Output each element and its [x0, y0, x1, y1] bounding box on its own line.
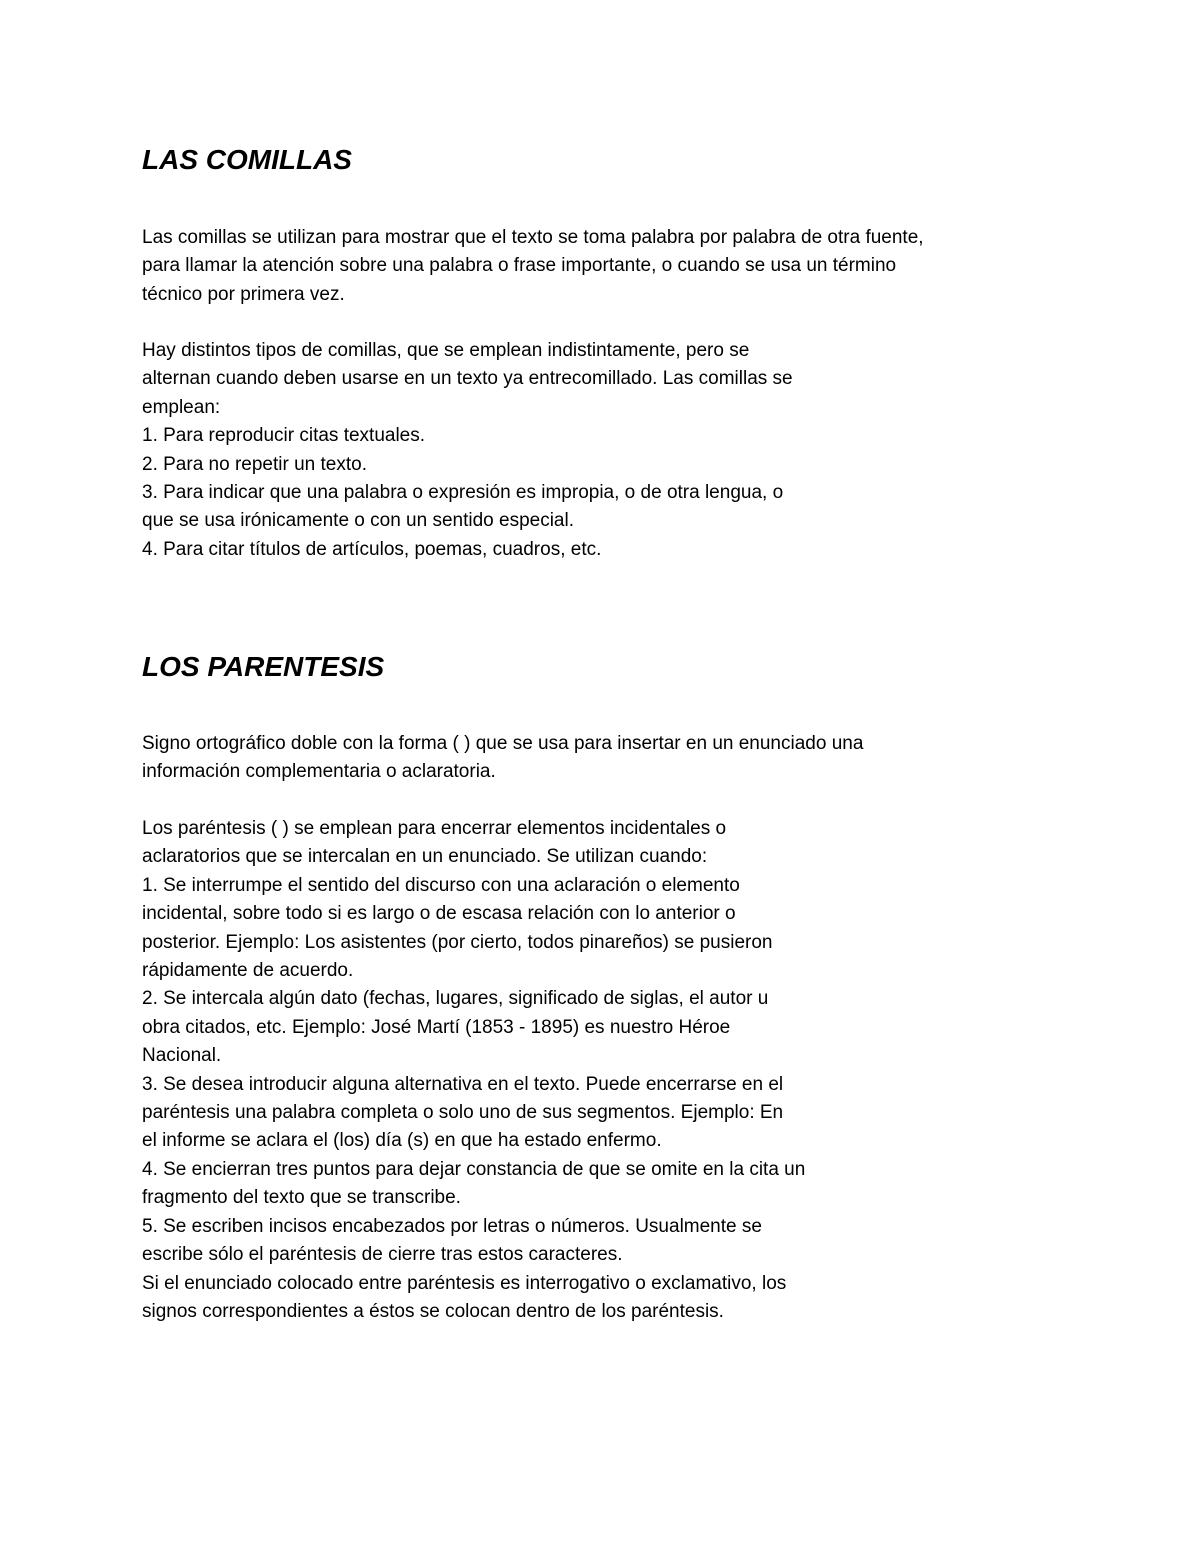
comillas-paragraph-uses — [142, 337, 793, 564]
text-line: Nacional. — [142, 1045, 222, 1067]
text-line: alternan cuando deben usarse en un texto ya entrecomillado. Las comillas se — [142, 368, 793, 390]
text-line: que se usa irónicamente o con un sentido especial. — [142, 510, 574, 532]
text-line: fragmento del texto que se transcribe. — [142, 1187, 461, 1209]
text-line: aclaratorios que se intercalan en un enunciado. Se utilizan cuando: — [142, 846, 708, 868]
text-line: rápidamente de acuerdo. — [142, 960, 354, 982]
text-line: signos correspondientes a éstos se colocan dentro de los paréntesis. — [142, 1300, 724, 1322]
text-line: Si el enunciado colocado entre paréntesis es interrogativo o exclamativo, los — [142, 1272, 787, 1294]
text-line: emplean: — [142, 396, 221, 418]
parentesis-paragraph-intro — [142, 730, 863, 787]
comillas-paragraph-intro — [142, 224, 924, 309]
text-line: el informe se aclara el (los) día (s) en que ha estado enfermo. — [142, 1130, 662, 1152]
parentesis-paragraph-uses — [142, 815, 805, 1326]
list-item: 3. Se desea introducir alguna alternativa en el texto. Puede encerrarse en el — [142, 1073, 784, 1095]
text-line: escribe sólo el paréntesis de cierre tras estos caracteres. — [142, 1244, 623, 1266]
text-line: Los paréntesis ( ) se emplean para encerrar elementos incidentales o — [142, 818, 727, 839]
list-item: 5. Se escriben incisos encabezados por letras o números. Usualmente se — [142, 1215, 762, 1237]
list-item: 2. Para no repetir un texto. — [142, 453, 367, 475]
list-item: 1. Se interrumpe el sentido del discurso con una aclaración o elemento — [142, 874, 740, 896]
list-item: 4. Se encierran tres puntos para dejar constancia de que se omite en la cita un — [142, 1158, 806, 1180]
text-line: Signo ortográfico doble con la forma ( ) que se usa para insertar en un enunciado una — [142, 733, 864, 754]
text-line: Hay distintos tipos de comillas, que se emplean indistintamente, pero se — [142, 340, 750, 361]
text-line: obra citados, etc. Ejemplo: José Martí (1853 - 1895) es nuestro Héroe — [142, 1016, 731, 1038]
list-item: 2. Se intercala algún dato (fechas, lugares, significado de siglas, el autor u — [142, 988, 769, 1010]
list-item: 1. Para reproducir citas textuales. — [142, 425, 426, 447]
text-line: información complementaria o aclaratoria. — [142, 761, 496, 783]
text-line: posterior. Ejemplo: Los asistentes (por cierto, todos pinareños) se pusieron — [142, 931, 773, 953]
list-item: 4. Para citar títulos de artículos, poemas, cuadros, etc. — [142, 538, 602, 560]
text-line: técnico por primera vez. — [142, 283, 345, 305]
section-title-parentesis: LOS PARENTESIS — [142, 651, 385, 682]
text-line: paréntesis una palabra completa o solo uno de sus segmentos. Ejemplo: En — [142, 1102, 784, 1124]
text-line: Las comillas se utilizan para mostrar que el texto se toma palabra por palabra de otra fuente, — [142, 227, 924, 248]
section-title-comillas: LAS COMILLAS — [142, 144, 352, 175]
text-line: incidental, sobre todo si es largo o de escasa relación con lo anterior o — [142, 903, 736, 925]
list-item: 3. Para indicar que una palabra o expresión es impropia, o de otra lengua, o — [142, 482, 784, 504]
text-line: para llamar la atención sobre una palabra o frase importante, o cuando se usa un término — [142, 255, 897, 277]
